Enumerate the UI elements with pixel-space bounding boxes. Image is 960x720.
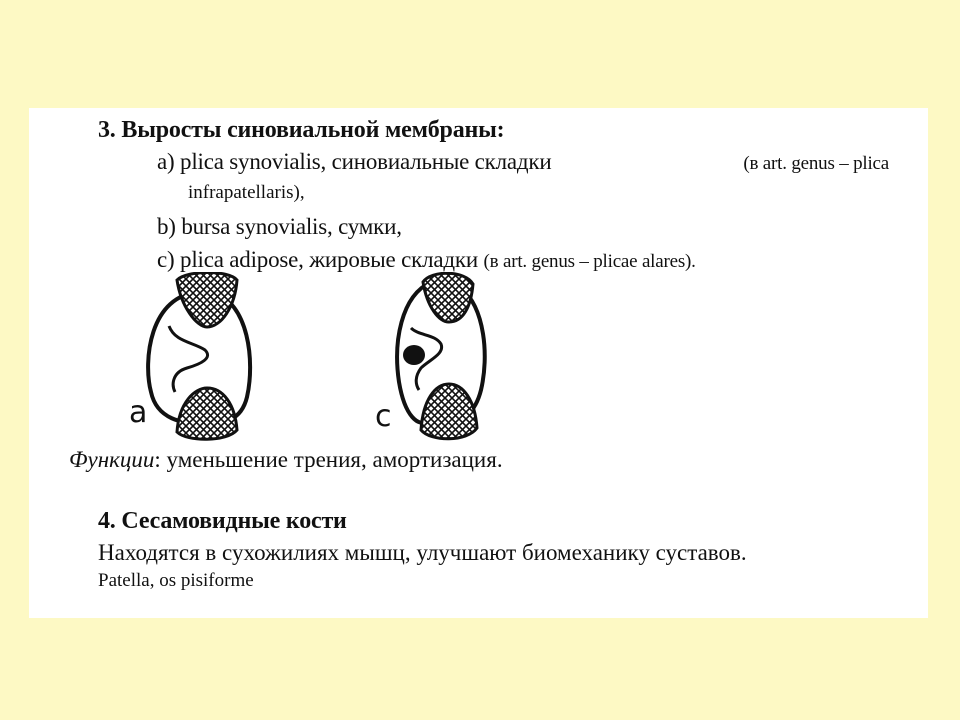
- list-item-c-marker: c): [157, 247, 175, 272]
- list-item-b-marker: b): [157, 214, 176, 239]
- functions-text: : уменьшение трения, амортизация.: [154, 447, 503, 472]
- drawing-a-plica-synovialis: [148, 273, 250, 440]
- list-item-c-text: plica adipose, жировые складки: [180, 247, 478, 272]
- section-4-text: Находятся в сухожилиях мышц, улучшают биомеханику суставов.: [98, 540, 747, 565]
- list-item-c-note: (в art. genus – plicae alares).: [483, 251, 696, 272]
- section-4-examples: Patella, os pisiforme: [98, 570, 254, 591]
- list-item-a-note-continuation: infrapatellaris),: [188, 182, 305, 203]
- drawing-c-label: c: [375, 399, 392, 434]
- drawing-c-plica-adiposa: [397, 273, 485, 439]
- list-item-a: [157, 150, 889, 173]
- document-sheet: [29, 108, 928, 618]
- section-4-heading: 4. Сесамовидные кости: [98, 508, 347, 534]
- list-item-a-text: plica synovialis, синовиальные складки: [180, 149, 552, 174]
- list-item-b: [157, 215, 402, 238]
- section-3-heading: 3. Выросты синовиальной мембраны:: [98, 117, 505, 143]
- list-item-c: [157, 248, 696, 271]
- functions-line: [69, 448, 503, 471]
- functions-label: Функции: [69, 447, 155, 472]
- joint-drawings: [109, 272, 569, 448]
- list-item-a-marker: a): [157, 149, 175, 174]
- list-item-b-text: bursa synovialis, сумки,: [181, 214, 402, 239]
- drawing-a-label: a: [129, 395, 148, 430]
- list-item-a-note: (в art. genus – plica: [743, 153, 889, 174]
